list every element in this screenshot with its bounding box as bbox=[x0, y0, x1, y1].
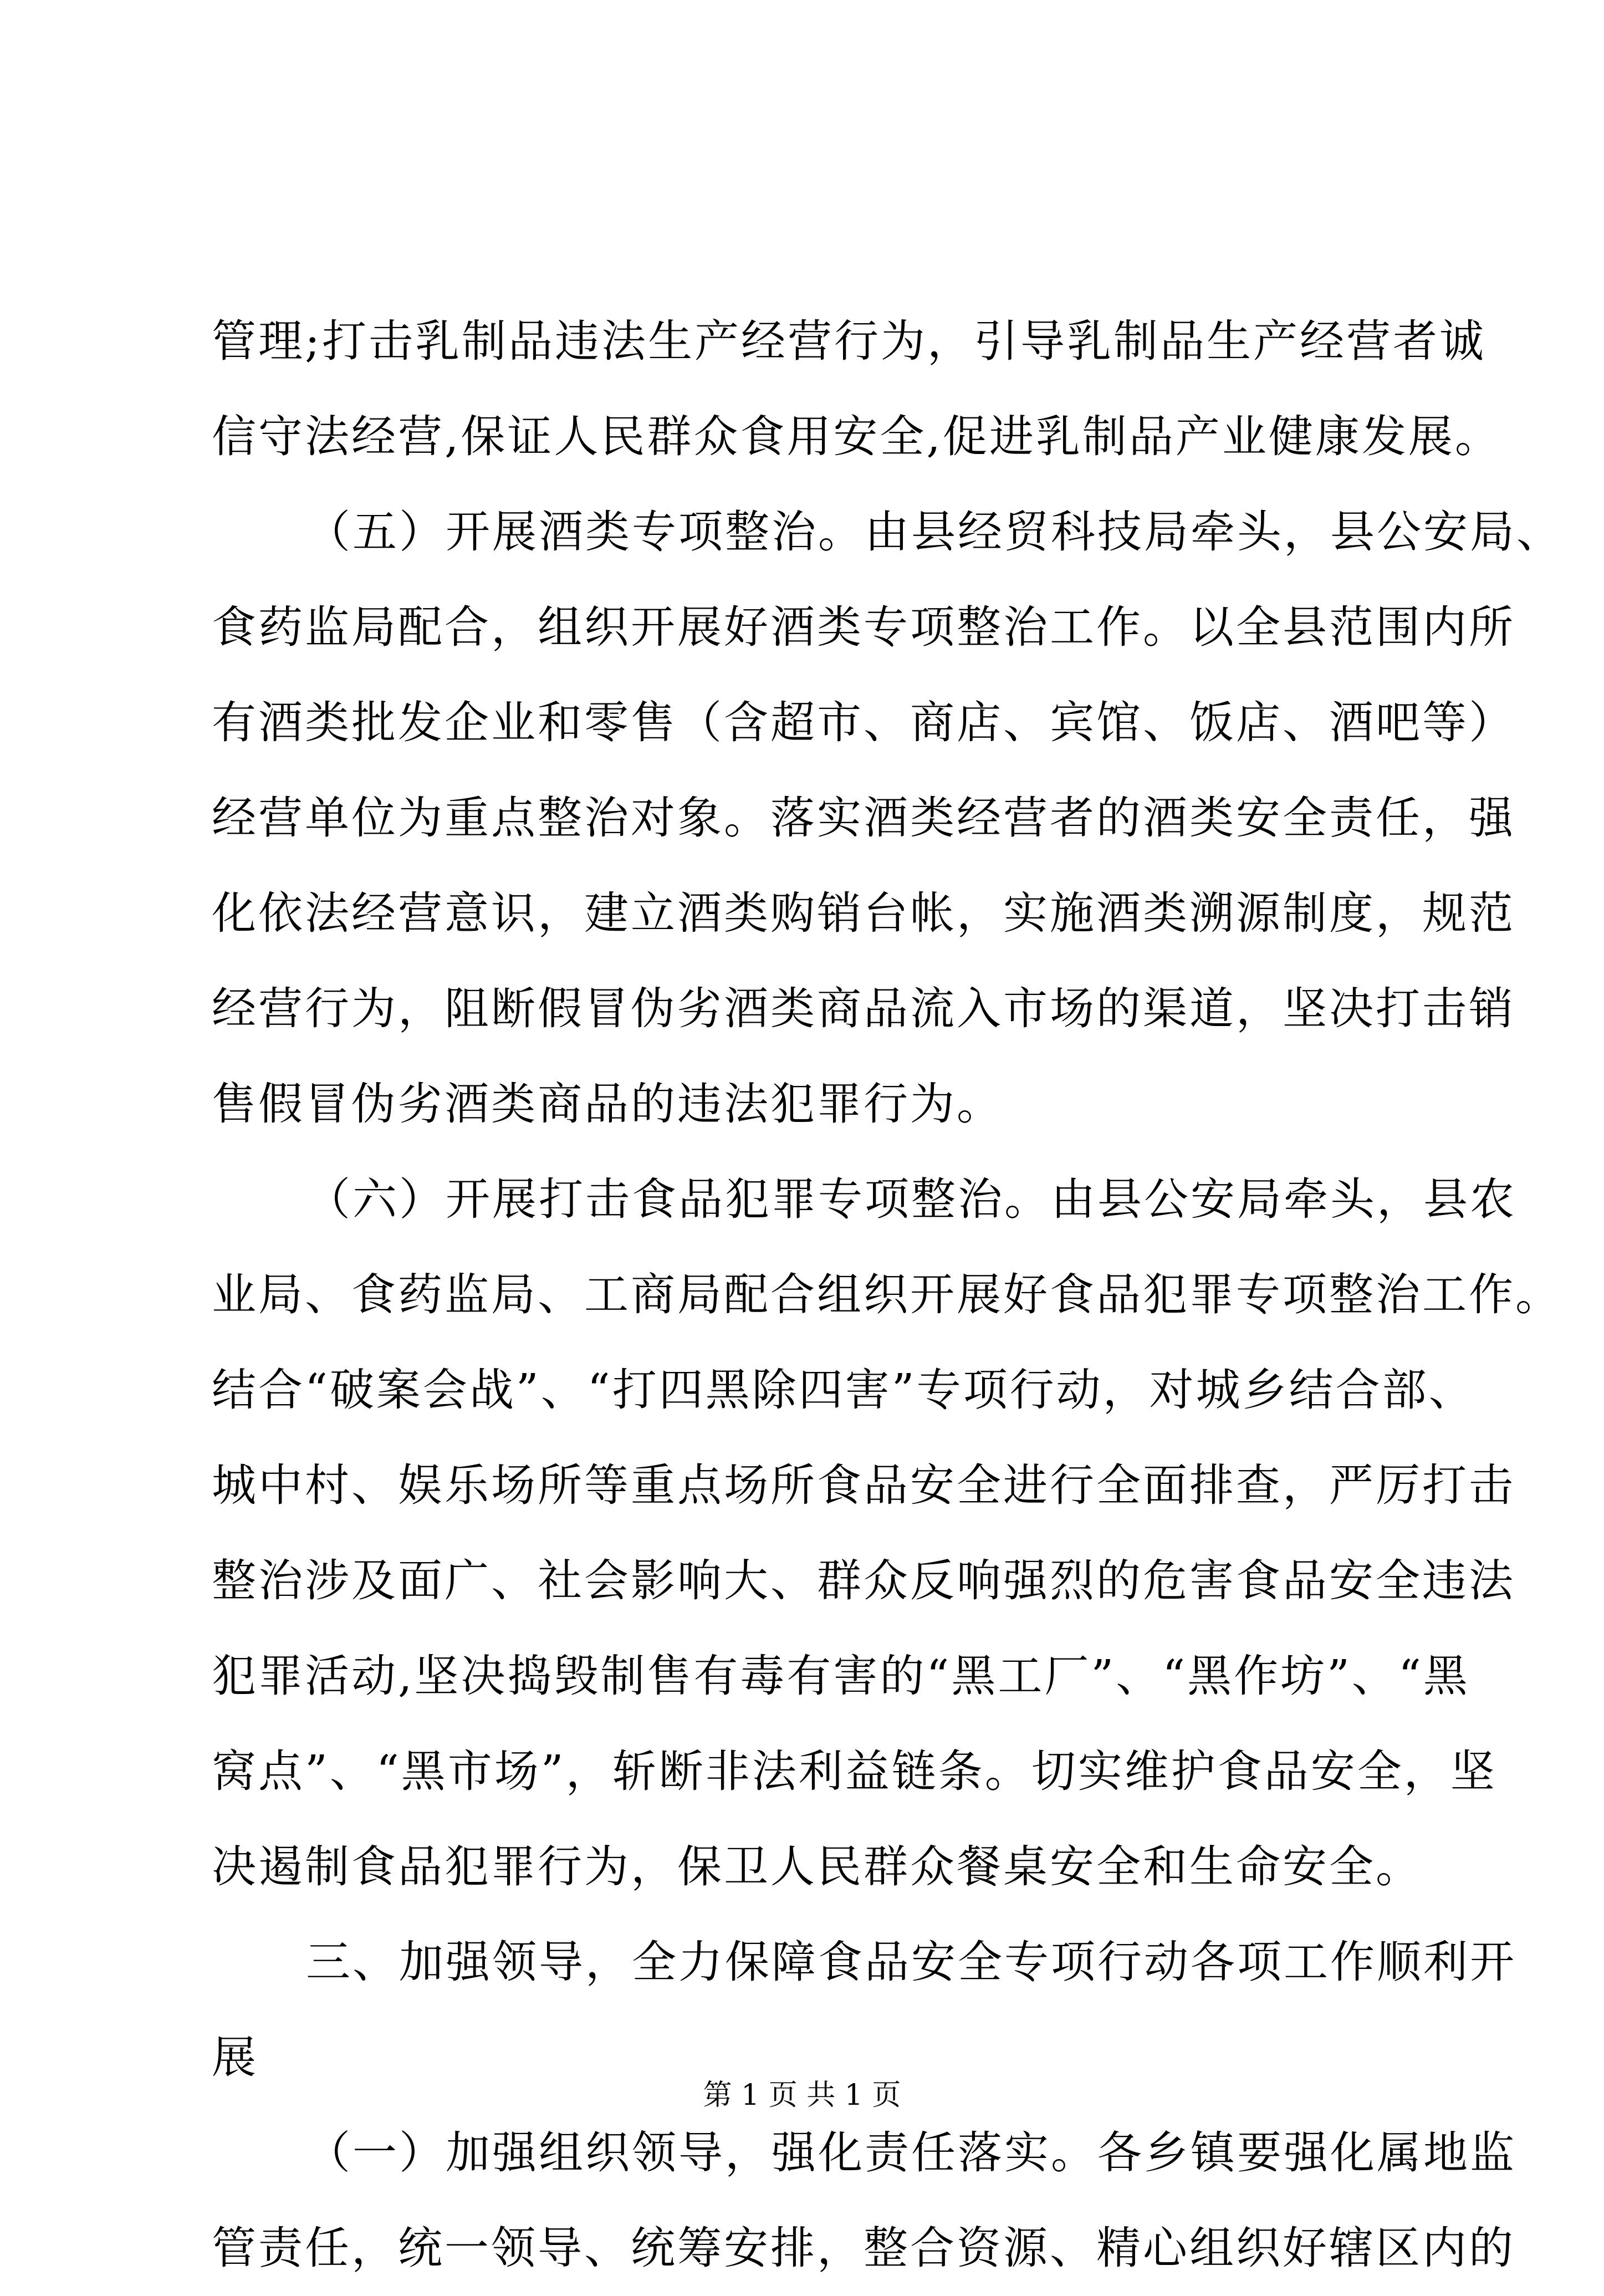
paragraph-first-line: （六）开展打击食品犯罪专项整治。由县公安局牵头，县农 bbox=[306, 1173, 1516, 1225]
section-heading: 三、加强领导，全力保障食品安全专项行动各项工作顺利开 bbox=[306, 1936, 1516, 1988]
text-line: 整治涉及面广、社会影响大、群众反响强烈的危害食品安全违法 bbox=[212, 1555, 1515, 1606]
text-line: 结合“破案会战”、“打四黑除四害”专项行动，对城乡结合部、 bbox=[212, 1364, 1475, 1416]
text-line: 有酒类批发企业和零售（含超市、商店、宾馆、饭店、酒吧等） bbox=[212, 697, 1515, 748]
paragraph-first-line: （一）加强组织领导，强化责任落实。各乡镇要强化属地监 bbox=[306, 2127, 1516, 2178]
text-line: 管理;打击乳制品违法生产经营行为，引导乳制品生产经营者诚 bbox=[212, 315, 1486, 367]
paragraph-first-line: （五）开展酒类专项整治。由县经贸科技局牵头，县公安局、 bbox=[306, 506, 1563, 558]
text-line: 食药监局配合，组织开展好酒类专项整治工作。以全县范围内所 bbox=[212, 601, 1515, 653]
text-line: 犯罪活动,坚决捣毁制售有毒有害的“黑工厂”、“黑作坊”、“黑 bbox=[212, 1650, 1470, 1702]
text-line: 城中村、娱乐场所等重点场所食品安全进行全面排查，严厉打击 bbox=[212, 1460, 1515, 1511]
text-line: 售假冒伪劣酒类商品的违法犯罪行为。 bbox=[212, 1078, 1003, 1130]
text-line: 经营单位为重点整治对象。落实酒类经营者的酒类安全责任，强 bbox=[212, 792, 1515, 844]
text-line: 信守法经营,保证人民群众食用安全,促进乳制品产业健康发展。 bbox=[212, 411, 1501, 462]
section-heading-continued: 展 bbox=[212, 2032, 258, 2083]
text-line: 决遏制食品犯罪行为，保卫人民群众餐桌安全和生命安全。 bbox=[212, 1841, 1422, 1892]
text-line: 经营行为，阻断假冒伪劣酒类商品流入市场的渠道，坚决打击销 bbox=[212, 983, 1515, 1034]
text-line: 化依法经营意识，建立酒类购销台帐，实施酒类溯源制度，规范 bbox=[212, 887, 1515, 939]
text-line: 窝点”、“黑市场”，斩断非法利益链条。切实维护食品安全，坚 bbox=[212, 1746, 1497, 1797]
document-body bbox=[212, 294, 1563, 2296]
page-footer bbox=[0, 2073, 1604, 2118]
text-line: 业局、食药监局、工商局配合组织开展好食品犯罪专项整治工作。 bbox=[212, 1269, 1562, 1320]
text-line: 管责任，统一领导、统筹安排，整合资源、精心组织好辖区内的 bbox=[212, 2222, 1515, 2274]
page-number-label: 第 1 页 共 1 页 bbox=[703, 2079, 901, 2112]
